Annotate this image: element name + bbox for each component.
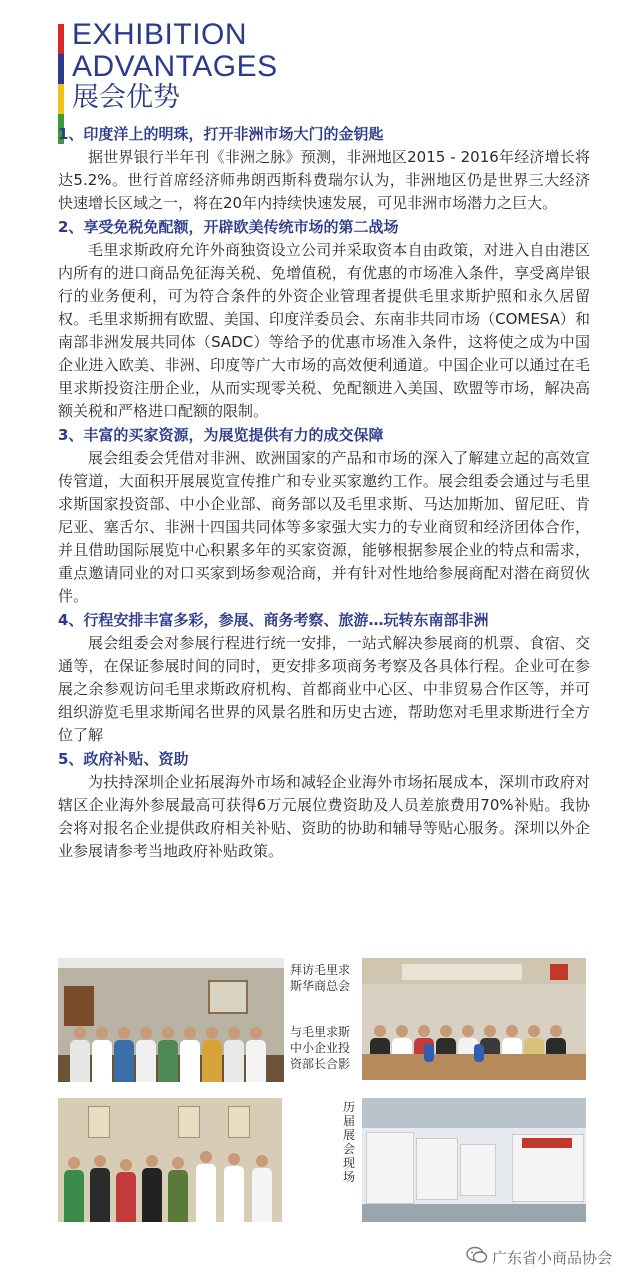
section-title: 4、行程安排丰富多彩，参展、商务考察、旅游…玩转东南部非洲	[58, 611, 489, 629]
footer-account	[466, 1246, 612, 1268]
photo-minister-meeting	[362, 958, 586, 1080]
section-3	[58, 423, 590, 608]
advantages-content	[58, 122, 590, 863]
section-2	[58, 215, 590, 423]
section-title: 3、丰富的买家资源，为展览提供有力的成交保障	[58, 426, 384, 444]
caption-expo	[342, 1100, 356, 1184]
caption-expo-text: 历届展会现场	[342, 1100, 355, 1184]
photo-expo-hall	[362, 1098, 586, 1222]
red-bar	[58, 24, 64, 54]
section-body: 毛里求斯政府允许外商独资设立公司并采取资本自由政策，对进入自由港区内所有的进口商品免征海关税、免增值税，有优惠的市场准入条件，享受离岸银行的业务便利，可为符合条件的外资企业管理者提供毛里求斯护照和永久居留权。毛里求斯拥有欧盟、美国、印度洋委员会、东南非共同市场（COMESA）和南部非洲发展共同体（SADC）等给予的优惠市场准入条件，这将使之成为中国企业进入欧美、非洲、印度等广大市场的高效便利通道。中国企业可以通过在毛里求斯投资注册企业，从而实现零关税、免配额进入美国、欧盟等市场，解决高额关税和严格进口配额的限制。	[58, 241, 590, 420]
page-title	[72, 20, 278, 111]
title-en-line-2: ADVANTAGES	[72, 50, 278, 83]
footer-account-name: 广东省小商品协会	[491, 1248, 612, 1267]
caption-minister	[290, 1024, 356, 1072]
title-en-line-1: EXHIBITION	[72, 18, 248, 51]
section-5	[58, 747, 590, 863]
caption-visit	[290, 962, 356, 994]
yellow-bar	[58, 84, 64, 114]
section-body: 展会组委会凭借对非洲、欧洲国家的产品和市场的深入了解建立起的高效宣传管道，大面积开展展览宣传推广和专业买家邀约工作。展会组委会通过与毛里求斯国家投资部、中小企业部、商务部以及毛里求斯、马达加斯加、留尼旺、肯尼亚、塞舌尔、非洲十四国共同体等多家强大实力的专业商贸和经济团体合作，并且借助国际展览中心积累多年的买家资源，能够根据参展企业的特点和需求，重点邀请同业的对口买家到场参观洽商，并有针对性地给参展商配对潜在商贸伙伴。	[58, 449, 590, 605]
photo-group-outdoor	[58, 1098, 282, 1222]
wechat-icon	[466, 1246, 488, 1268]
caption-minister-text: 与毛里求斯中小企业投资部长合影	[290, 1025, 351, 1071]
section-body: 据世界银行半年刊《非洲之脉》预测，非洲地区2015 - 2016年经济增长将达5.2%。世行首席经济师弗朗西斯科费瑞尔认为，非洲地区仍是世界三大经济快速增长区域之一，将在20年内持续快速发展，可见非洲市场潜力之巨大。	[58, 148, 590, 212]
section-body: 展会组委会对参展行程进行统一安排，一站式解决参展商的机票、食宿、交通等，在保证参展时间的同时，更安排多项商务考察及各具体行程。企业可在参展之余参观访问毛里求斯政府机构、首都商业中心区、中非贸易合作区等，并可组织游览毛里求斯闻名世界的风景名胜和历史古迹，帮助您对毛里求斯进行全方位了解	[58, 634, 590, 744]
section-1	[58, 122, 590, 215]
blue-bar	[58, 54, 64, 84]
section-title: 1、印度洋上的明珠，打开非洲市场大门的金钥匙	[58, 125, 384, 143]
title-cn: 展会优势	[72, 82, 180, 113]
section-title: 5、政府补贴、资助	[58, 750, 189, 768]
section-body: 为扶持深圳企业拓展海外市场和减轻企业海外市场拓展成本，深圳市政府对辖区企业海外参展最高可获得6万元展位费资助及人员差旅费用70%补贴。我协会将对报名企业提供政府相关补贴、资助的协助和辅导等贴心服务。深圳以外企业参展请参考当地政府补贴政策。	[58, 773, 590, 860]
caption-visit-text: 拜访毛里求斯华商总会	[290, 963, 351, 993]
photo-group-visit	[58, 958, 284, 1082]
section-4	[58, 608, 590, 747]
section-title: 2、享受免税免配额，开辟欧美传统市场的第二战场	[58, 218, 399, 236]
